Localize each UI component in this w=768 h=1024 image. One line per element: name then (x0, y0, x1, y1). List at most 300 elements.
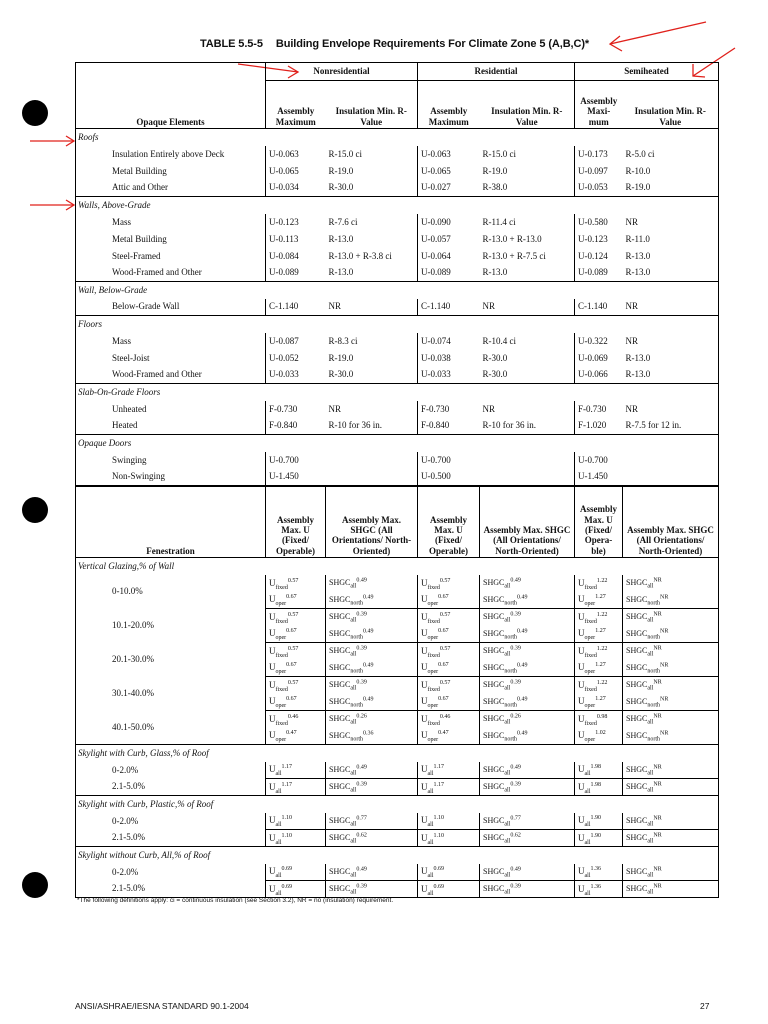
value-cell: NR (623, 299, 719, 316)
semi-assembly-header: Assembly Maxi- mum (575, 81, 623, 129)
value-cell (623, 728, 719, 745)
value-superscript: 0.49 (517, 662, 528, 669)
value-cell (326, 881, 418, 898)
value-superscript: 0.46 (439, 713, 451, 720)
element-label: Below-Grade Wall (76, 299, 266, 316)
value-prefix: U (421, 594, 428, 605)
value-prefix: SHGC (329, 764, 351, 774)
value-cell (326, 660, 418, 677)
value-superscript: 0.49 (517, 594, 528, 601)
value-cell (326, 779, 418, 796)
value-cell: R-15.0 ci (482, 148, 516, 159)
value-subscript: all (504, 720, 511, 727)
fenestration-label: 30.1-40.0% (76, 677, 266, 711)
value-cell (575, 779, 623, 796)
value-superscript: 0.62 (510, 832, 521, 839)
section-label: Wall, Below-Grade (76, 282, 719, 299)
value-cell (418, 864, 480, 881)
value-prefix: U (269, 730, 276, 741)
value-superscript: 0.49 (363, 594, 374, 601)
value-superscript: 0.39 (510, 781, 521, 788)
value-cell (326, 626, 418, 643)
value-cell: R-13.0 + R-7.5 ci (482, 250, 546, 261)
value-cell: U-0.087 (266, 333, 326, 350)
value-prefix: SHGC (626, 696, 648, 706)
value-cell: R-10.4 ci (482, 335, 516, 346)
table-row (76, 231, 719, 248)
value-prefix: U (421, 696, 428, 707)
value-subscript: north (504, 702, 518, 709)
value-subscript: all (427, 890, 434, 897)
value-subscript: all (427, 771, 434, 778)
value-cell (326, 694, 418, 711)
value-subscript: fixed (275, 652, 288, 659)
value-subscript: oper (427, 737, 439, 744)
value-superscript: 0.49 (510, 764, 521, 771)
value-subscript: all (350, 838, 357, 845)
value-superscript: 0.49 (363, 662, 374, 669)
group-nonresidential: Nonresidential (266, 63, 418, 81)
value-cell: U-0.322 (575, 333, 623, 350)
value-cell (480, 643, 575, 660)
value-prefix: U (269, 611, 276, 622)
value-cell (418, 762, 480, 779)
value-prefix: U (421, 611, 428, 622)
value-subscript: all (350, 821, 357, 828)
value-cell: NR (623, 333, 719, 350)
value-subscript: all (647, 770, 654, 777)
value-subscript: north (350, 600, 364, 607)
value-cell: R-11.4 ci (482, 216, 516, 227)
value-superscript: NR (653, 832, 662, 839)
value-superscript: 0.67 (438, 594, 449, 601)
value-subscript: oper (275, 703, 287, 710)
value-cell: R-7.5 for 12 in. (623, 418, 719, 435)
value-prefix: U (421, 628, 428, 639)
value-cell (480, 609, 575, 626)
semi-u-header: Assembly Max. U (Fixed/ Opera- ble) (575, 486, 623, 558)
value-prefix: U (421, 713, 428, 724)
value-cell: R-10 for 36 in. (328, 420, 382, 431)
value-subscript: all (647, 838, 654, 845)
value-subscript: fixed (427, 686, 440, 693)
value-cell (623, 762, 719, 779)
table-row (76, 864, 719, 881)
value-cell (575, 660, 623, 677)
value-subscript: all (275, 873, 282, 880)
value-prefix: SHGC (483, 866, 505, 876)
value-cell: U-1.450 (266, 469, 326, 486)
value-subscript: all (504, 583, 511, 590)
element-label: Unheated (76, 401, 266, 418)
value-cell: U-0.580 (575, 214, 623, 231)
value-cell (418, 609, 480, 626)
value-subscript: all (647, 889, 654, 896)
value-superscript: NR (653, 866, 662, 873)
value-superscript: 0.69 (281, 866, 292, 873)
value-prefix: SHGC (329, 594, 351, 604)
value-prefix: SHGC (329, 696, 351, 706)
element-label: Swinging (76, 452, 266, 469)
value-superscript: 0.69 (281, 883, 292, 890)
section-row (76, 796, 719, 813)
value-subscript: oper (275, 737, 287, 744)
value-superscript: 0.67 (286, 594, 297, 601)
section-row (76, 435, 719, 452)
value-cell (623, 660, 719, 677)
value-prefix: U (421, 781, 428, 792)
value-superscript: NR (653, 679, 662, 686)
value-subscript: north (350, 702, 364, 709)
value-subscript: all (275, 890, 282, 897)
value-subscript: north (647, 668, 661, 675)
value-cell (623, 711, 719, 728)
value-cell: U-0.090 (418, 214, 480, 231)
value-subscript: oper (427, 635, 439, 642)
value-superscript: 1.36 (590, 883, 602, 890)
value-cell: NR (328, 301, 342, 312)
value-subscript: all (427, 788, 434, 795)
table-row (76, 575, 719, 592)
value-cell: F-0.840 (418, 418, 480, 435)
value-cell: U-0.033 (266, 367, 326, 384)
value-subscript: north (647, 702, 661, 709)
value-prefix: SHGC (329, 884, 351, 894)
element-label: Mass (76, 333, 266, 350)
value-cell (326, 469, 418, 486)
value-cell: U-0.123 (575, 231, 623, 248)
value-superscript: 0.77 (510, 815, 521, 822)
value-prefix: SHGC (626, 646, 648, 656)
value-superscript: 0.57 (439, 679, 451, 686)
value-cell: U-0.064 (418, 248, 480, 265)
value-superscript: 0.49 (356, 577, 367, 584)
value-cell (418, 728, 480, 745)
value-cell (266, 762, 326, 779)
value-prefix: SHGC (483, 782, 505, 792)
value-subscript: all (427, 873, 434, 880)
value-superscript: 0.69 (433, 866, 444, 873)
value-superscript: 0.39 (510, 645, 521, 652)
table-row (76, 711, 719, 728)
value-subscript: all (647, 787, 654, 794)
value-superscript: NR (653, 815, 662, 822)
value-cell (326, 452, 418, 469)
value-subscript: oper (584, 601, 596, 608)
value-cell: U-0.089 (575, 265, 623, 282)
value-cell (480, 469, 575, 486)
value-superscript: 1.90 (590, 832, 602, 839)
value-superscript: 1.10 (433, 815, 444, 822)
value-prefix: SHGC (626, 815, 648, 825)
value-subscript: all (350, 770, 357, 777)
value-prefix: SHGC (329, 662, 351, 672)
value-superscript: 0.57 (287, 611, 299, 618)
value-prefix: U (578, 696, 585, 707)
value-cell: U-0.063 (418, 146, 480, 163)
value-prefix: SHGC (626, 714, 648, 724)
value-cell (326, 677, 418, 694)
value-subscript: all (275, 839, 282, 846)
value-subscript: oper (427, 601, 439, 608)
section-label: Skylight with Curb, Plastic,% of Roof (76, 796, 719, 813)
value-subscript: north (504, 634, 518, 641)
value-prefix: SHGC (626, 730, 648, 740)
value-cell: R-30.0 (328, 182, 354, 193)
value-cell (480, 677, 575, 694)
value-cell (480, 660, 575, 677)
value-cell (326, 643, 418, 660)
value-cell: NR (482, 301, 496, 312)
value-prefix: U (578, 645, 585, 656)
value-cell: U-0.173 (575, 146, 623, 163)
value-cell (326, 592, 418, 609)
value-prefix: U (421, 679, 428, 690)
value-cell: NR (623, 214, 719, 231)
value-superscript: 0.39 (356, 883, 367, 890)
value-prefix: U (421, 832, 428, 843)
element-label: Non-Swinging (76, 469, 266, 486)
value-subscript: fixed (427, 618, 440, 625)
value-subscript: north (647, 634, 661, 641)
element-label: Insulation Entirely above Deck (76, 146, 266, 163)
value-cell: R-13.0 (623, 350, 719, 367)
value-cell (623, 592, 719, 609)
value-cell: U-0.700 (575, 452, 623, 469)
value-cell (623, 830, 719, 847)
value-cell: F-0.730 (266, 401, 326, 418)
element-label: Metal Building (76, 163, 266, 180)
value-subscript: oper (427, 669, 439, 676)
value-cell (266, 881, 326, 898)
value-cell (480, 626, 575, 643)
section-row (76, 129, 719, 146)
value-prefix: SHGC (329, 730, 351, 740)
table-row (76, 762, 719, 779)
value-cell (266, 830, 326, 847)
value-cell (418, 779, 480, 796)
value-cell: F-0.840 (266, 418, 326, 435)
value-superscript: 0.47 (438, 730, 449, 737)
fenestration-label: 10.1-20.0% (76, 609, 266, 643)
value-superscript: NR (660, 730, 669, 737)
section-label: Opaque Doors (76, 435, 719, 452)
value-subscript: north (647, 736, 661, 743)
value-prefix: SHGC (626, 866, 648, 876)
value-subscript: all (647, 652, 654, 659)
fenestration-label: 0-2.0% (76, 762, 266, 779)
value-cell (480, 694, 575, 711)
value-superscript: 0.57 (287, 679, 299, 686)
value-prefix: SHGC (626, 782, 648, 792)
value-prefix: SHGC (483, 646, 505, 656)
element-label: Attic and Other (76, 180, 266, 197)
value-subscript: fixed (427, 652, 440, 659)
value-superscript: 0.57 (439, 577, 451, 584)
binder-hole-top (22, 100, 48, 126)
value-prefix: U (578, 662, 585, 673)
value-prefix: U (578, 832, 585, 843)
value-superscript: NR (653, 645, 662, 652)
value-cell: U-0.089 (266, 265, 326, 282)
value-cell (326, 609, 418, 626)
value-cell: U-0.033 (418, 367, 480, 384)
value-subscript: all (504, 872, 511, 879)
value-cell: U-0.053 (575, 180, 623, 197)
value-cell (623, 609, 719, 626)
value-cell (266, 779, 326, 796)
value-superscript: 1.27 (595, 662, 606, 669)
value-cell (418, 881, 480, 898)
value-cell (623, 575, 719, 592)
table-title (200, 38, 589, 50)
binder-hole-bottom (22, 872, 48, 898)
value-cell: R-19.0 (328, 165, 354, 176)
value-prefix: U (269, 866, 276, 877)
value-cell: U-0.124 (575, 248, 623, 265)
value-prefix: U (578, 815, 585, 826)
fenestration-label: 2.1-5.0% (76, 830, 266, 847)
value-prefix: SHGC (483, 662, 505, 672)
value-cell: U-0.052 (266, 350, 326, 367)
value-superscript: 0.39 (356, 781, 367, 788)
value-cell (623, 779, 719, 796)
value-cell: R-8.3 ci (328, 335, 358, 346)
value-subscript: all (584, 788, 591, 795)
value-cell: F-1.020 (575, 418, 623, 435)
value-prefix: U (578, 730, 585, 741)
value-prefix: U (421, 764, 428, 775)
value-cell (480, 452, 575, 469)
fenestration-label: 2.1-5.0% (76, 779, 266, 796)
value-cell (326, 830, 418, 847)
value-cell: U-0.063 (266, 146, 326, 163)
value-prefix: SHGC (329, 866, 351, 876)
nonres-shgc-header: Assembly Max. SHGC (All Orientations/ North-Oriented) (326, 486, 418, 558)
table-row (76, 248, 719, 265)
value-subscript: all (504, 787, 511, 794)
value-superscript: NR (653, 883, 662, 890)
fenestration-label: 20.1-30.0% (76, 643, 266, 677)
value-prefix: U (269, 645, 276, 656)
binder-hole-middle (22, 497, 48, 523)
nonres-assembly-header: Assembly Maximum (266, 81, 326, 129)
group-residential: Residential (418, 63, 575, 81)
value-cell: U-0.066 (575, 367, 623, 384)
value-prefix: SHGC (329, 628, 351, 638)
value-cell: F-0.730 (575, 401, 623, 418)
value-superscript: 0.49 (356, 866, 367, 873)
value-subscript: all (504, 889, 511, 896)
value-cell (418, 626, 480, 643)
nonres-insulation-header: Insulation Min. R-Value (326, 81, 418, 129)
value-superscript: 0.77 (356, 815, 367, 822)
value-prefix: SHGC (483, 628, 505, 638)
value-subscript: oper (275, 669, 287, 676)
value-superscript: 1.90 (590, 815, 602, 822)
value-prefix: U (269, 713, 276, 724)
value-cell: R-13.0 + R-13.0 (482, 233, 542, 244)
value-cell: U-0.065 (418, 163, 480, 180)
value-cell (623, 626, 719, 643)
value-superscript: 0.67 (438, 662, 449, 669)
value-cell (575, 711, 623, 728)
value-subscript: all (504, 618, 511, 625)
value-superscript: 0.39 (510, 679, 521, 686)
value-cell: F-0.730 (418, 401, 480, 418)
table-row (76, 881, 719, 898)
value-subscript: fixed (427, 720, 440, 727)
value-cell (623, 813, 719, 830)
value-cell (575, 881, 623, 898)
value-superscript: 1.27 (595, 594, 606, 601)
envelope-requirements-table (75, 62, 719, 898)
section-row (76, 282, 719, 299)
value-subscript: all (647, 686, 654, 693)
value-cell: U-0.113 (266, 231, 326, 248)
value-cell: R-30.0 (482, 369, 508, 380)
value-subscript: fixed (584, 720, 597, 727)
value-superscript: 1.27 (595, 628, 606, 635)
value-prefix: SHGC (483, 680, 505, 690)
value-cell: U-0.057 (418, 231, 480, 248)
nonres-u-header: Assembly Max. U (Fixed/ Operable) (266, 486, 326, 558)
table-row (76, 299, 719, 316)
value-cell: R-19.0 (482, 165, 508, 176)
value-superscript: 0.39 (356, 679, 367, 686)
value-cell: R-30.0 (328, 369, 354, 380)
value-prefix: SHGC (329, 815, 351, 825)
value-cell (623, 469, 719, 486)
value-prefix: U (269, 764, 276, 775)
value-superscript: 0.57 (439, 645, 451, 652)
value-cell (418, 694, 480, 711)
value-prefix: U (269, 679, 276, 690)
element-label: Metal Building (76, 231, 266, 248)
value-superscript: 0.36 (363, 730, 374, 737)
value-cell: U-0.089 (418, 265, 480, 282)
footnote: *The following definitions apply: ci = continuous insulation (see Section 3.2), NR = no (insulation) requirement. (77, 897, 394, 904)
value-superscript: NR (653, 577, 662, 584)
value-superscript: 0.67 (286, 628, 297, 635)
value-cell: U-0.074 (418, 333, 480, 350)
value-cell: U-0.065 (266, 163, 326, 180)
table-row (76, 265, 719, 282)
value-cell (266, 575, 326, 592)
value-cell (575, 694, 623, 711)
value-prefix: U (269, 832, 276, 843)
fenestration-header: Fenestration (76, 486, 266, 558)
value-prefix: U (269, 781, 276, 792)
value-superscript: 0.39 (510, 883, 521, 890)
element-label: Wood-Framed and Other (76, 367, 266, 384)
value-cell: R-13.0 (328, 233, 354, 244)
value-prefix: U (269, 577, 276, 588)
value-subscript: all (504, 770, 511, 777)
group-semiheated: Semiheated (575, 63, 719, 81)
value-subscript: oper (584, 635, 596, 642)
value-prefix: SHGC (483, 730, 505, 740)
section-label: Slab-On-Grade Floors (76, 384, 719, 401)
value-prefix: U (421, 815, 428, 826)
value-cell (480, 830, 575, 847)
value-prefix: SHGC (626, 612, 648, 622)
value-prefix: SHGC (626, 662, 648, 672)
value-cell (480, 881, 575, 898)
value-cell: U-0.700 (418, 452, 480, 469)
value-cell (326, 762, 418, 779)
value-cell (418, 711, 480, 728)
